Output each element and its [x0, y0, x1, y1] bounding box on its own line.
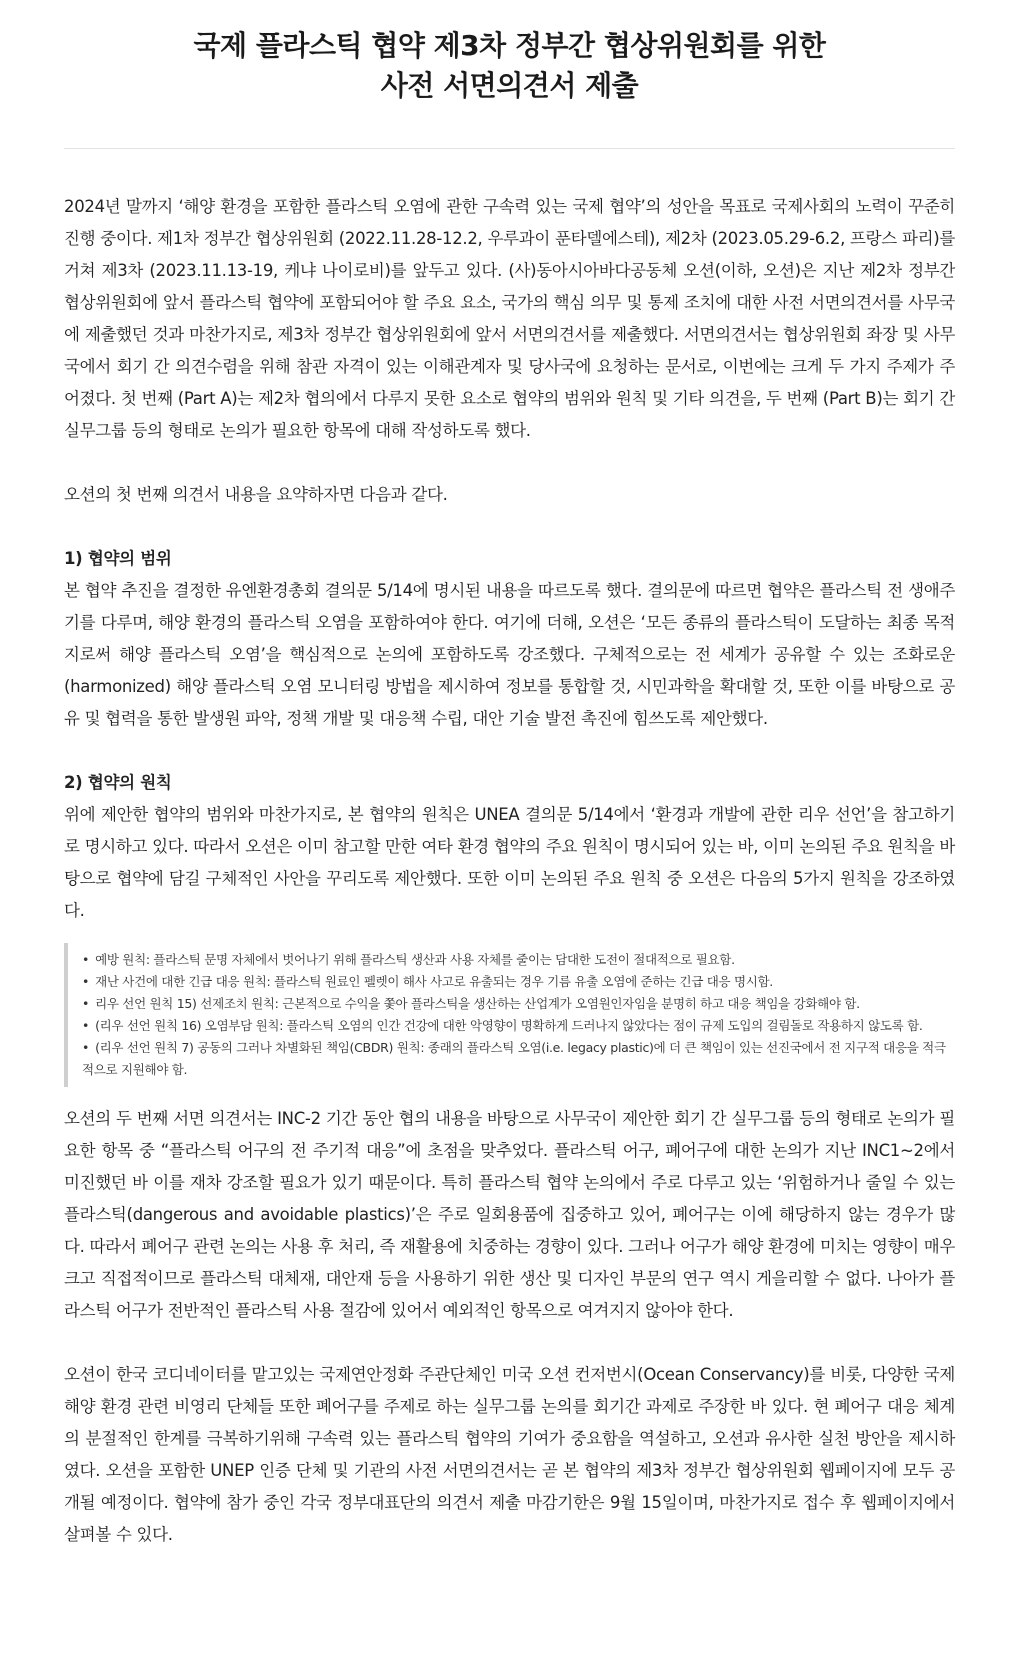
- summary-paragraph: 오션의 첫 번째 의견서 내용을 요약하자면 다음과 같다.: [64, 485, 448, 504]
- list-item-text: (리우 선언 원칙 7) 공동의 그러나 차별화된 책임(CBDR) 원칙: 종래의 플라스틱 오염(i.e. legacy plastic)에 더 큰 책임이 있는 선진국에서 전 지구적 대응을 적극적으로 지원해야 함.: [82, 1040, 946, 1077]
- list-item-text: 리우 선언 원칙 15) 선제조치 원칙: 근본적으로 수익을 쫓아 플라스틱을 생산하는 산업계가 오염원인자임을 분명히 하고 대응 책임을 강화해야 함.: [95, 996, 860, 1011]
- scope-heading: 1) 협약의 범위: [64, 549, 172, 568]
- principle-paragraph: 위에 제안한 협약의 범위와 마찬가지로, 본 협약의 원칙은 UNEA 결의문 5/14에서 ‘환경과 개발에 관한 리우 선언’을 참고하기로 명시하고 있다. 따라서 오션은 이미 참고할 만한 여타 환경 협약의 주요 원칙이 명시되어 있는 바, 이미 논의된 주요 원칙을 바탕으로 협약에 담길 구체적인 사안을 꾸리도록 제안했다. 또한 이미 논의된 주요 원칙 중 오션은 다음의 5가지 원칙을 강조하였다.: [64, 805, 955, 920]
- list-item: [82, 971, 955, 993]
- list-item-text: 재난 사건에 대한 긴급 대응 원칙: 플라스틱 원료인 펠렛이 해사 사고로 유출되는 경우 기름 유출 오염에 준하는 긴급 대응 명시함.: [95, 974, 773, 989]
- title-line-2: 사전 서면의견서 제출: [380, 69, 639, 102]
- list-item: [82, 993, 955, 1015]
- title-line-1: 국제 플라스틱 협약 제3차 정부간 협상위원회를 위한: [193, 29, 826, 62]
- principles-list: [82, 949, 955, 1081]
- intro-paragraph: 2024년 말까지 ‘해양 환경을 포함한 플라스틱 오염에 관한 구속력 있는 국제 협약’의 성안을 목표로 국제사회의 노력이 꾸준히 진행 중이다. 제1차 정부간 협상위원회 (2022.11.28-12.2, 우루과이 푼타델에스테), 제2차 (2023.05.29-6.2, 프랑스 파리)를 거쳐 제3차 (2023.11.13-19, 케냐 나이로비)를 앞두고 있다. (사)동아시아바다공동체 오션(이하, 오션)은 지난 제2차 정부간 협상위원회에 앞서 플라스틱 협약에 포함되어야 할 주요 요소, 국가의 핵심 의무 및 통제 조치에 대한 사전 서면의견서를 사무국에 제출했던 것과 마찬가지로, 제3차 정부간 협상위원회에 앞서 서면의견서를 제출했다. 서면의견서는 협상위원회 좌장 및 사무국에서 회기 간 의견수렴을 위해 참관 자격이 있는 이해관계자 및 당사국에 요청하는 문서로, 이번에는 크게 두 가지 주제가 주어졌다. 첫 번째 (Part A)는 제2차 협의에서 다루지 못한 요소로 협약의 범위와 원칙 및 기타 의견을, 두 번째 (Part B)는 회기 간 실무그룹 등의 형태로 논의가 필요한 항목에 대해 작성하도록 했다.: [64, 197, 955, 440]
- bullet-icon: •: [82, 952, 90, 967]
- bullet-icon: •: [82, 996, 90, 1011]
- closing-paragraph: 오션이 한국 코디네이터를 맡고있는 국제연안정화 주관단체인 미국 오션 컨저번시(Ocean Conservancy)를 비롯, 다양한 국제 해양 환경 관련 비영리 단체들 또한 폐어구를 주제로 하는 실무그룹 논의를 회기간 과제로 주장한 바 있다. 현 폐어구 대응 체계의 분절적인 한계를 극복하기위해 구속력 있는 플라스틱 협약의 기여가 중요함을 역설하고, 오션과 유사한 실천 방안을 제시하였다. 오션을 포함한 UNEP 인증 단체 및 기관의 사전 서면의견서는 곧 본 협약의 제3차 정부간 협상위원회 웹페이지에 모두 공개될 예정이다. 협약에 참가 중인 각국 정부대표단의 의견서 제출 마감기한은 9월 15일이며, 마찬가지로 접수 후 웹페이지에서 살펴볼 수 있다.: [64, 1365, 955, 1544]
- bullet-icon: •: [82, 1018, 90, 1033]
- page-title: [64, 0, 955, 106]
- list-item-text: 예방 원칙: 플라스틱 문명 자체에서 벗어나기 위해 플라스틱 생산과 사용 자체를 줄이는 담대한 도전이 절대적으로 필요함.: [95, 952, 735, 967]
- bullet-icon: •: [82, 974, 90, 989]
- bullet-icon: •: [82, 1040, 90, 1055]
- principles-quote: [64, 943, 955, 1087]
- list-item: [82, 1015, 955, 1037]
- article-body: [64, 191, 955, 1551]
- list-item: [82, 1037, 955, 1081]
- title-divider: [64, 148, 955, 149]
- list-item: [82, 949, 955, 971]
- scope-paragraph: 본 협약 추진을 결정한 유엔환경총회 결의문 5/14에 명시된 내용을 따르도록 했다. 결의문에 따르면 협약은 플라스틱 전 생애주기를 다루며, 해양 환경의 플라스틱 오염을 포함하여야 한다. 여기에 더해, 오션은 ‘모든 종류의 플라스틱이 도달하는 최종 목적지로써 해양 플라스틱 오염’을 핵심적으로 논의에 포함하도록 강조했다. 구체적으로는 전 세계가 공유할 수 있는 조화로운(harmonized) 해양 플라스틱 오염 모니터링 방법을 제시하여 정보를 통합할 것, 시민과학을 확대할 것, 또한 이를 바탕으로 공유 및 협력을 통한 발생원 파악, 정책 개발 및 대응책 수립, 대안 기술 발전 촉진에 힘쓰도록 제안했다.: [64, 581, 955, 728]
- second-opinion-paragraph: 오션의 두 번째 서면 의견서는 INC-2 기간 동안 협의 내용을 바탕으로 사무국이 제안한 회기 간 실무그룹 등의 형태로 논의가 필요한 항목 중 “플라스틱 어구의 전 주기적 대응”에 초점을 맞추었다. 플라스틱 어구, 폐어구에 대한 논의가 지난 INC1~2에서 미진했던 바 이를 재차 강조할 필요가 있기 때문이다. 특히 플라스틱 협약 논의에서 주로 다루고 있는 ‘위험하거나 줄일 수 있는 플라스틱(dangerous and avoidable plastics)’은 주로 일회용품에 집중하고 있어, 폐어구는 이에 해당하지 않는 경우가 많다. 따라서 폐어구 관련 논의는 사용 후 처리, 즉 재활용에 치중하는 경향이 있다. 그러나 어구가 해양 환경에 미치는 영향이 매우 크고 직접적이므로 플라스틱 대체재, 대안재 등을 사용하기 위한 생산 및 디자인 부문의 연구 역시 게을리할 수 없다. 나아가 플라스틱 어구가 전반적인 플라스틱 사용 절감에 있어서 예외적인 항목으로 여겨지지 않아야 한다.: [64, 1109, 955, 1320]
- list-item-text: (리우 선언 원칙 16) 오염부담 원칙: 플라스틱 오염의 인간 건강에 대한 악영향이 명확하게 드러나지 않았다는 점이 규제 도입의 걸림돌로 작용하지 않도록 함.: [95, 1018, 923, 1033]
- principle-heading: 2) 협약의 원칙: [64, 773, 172, 792]
